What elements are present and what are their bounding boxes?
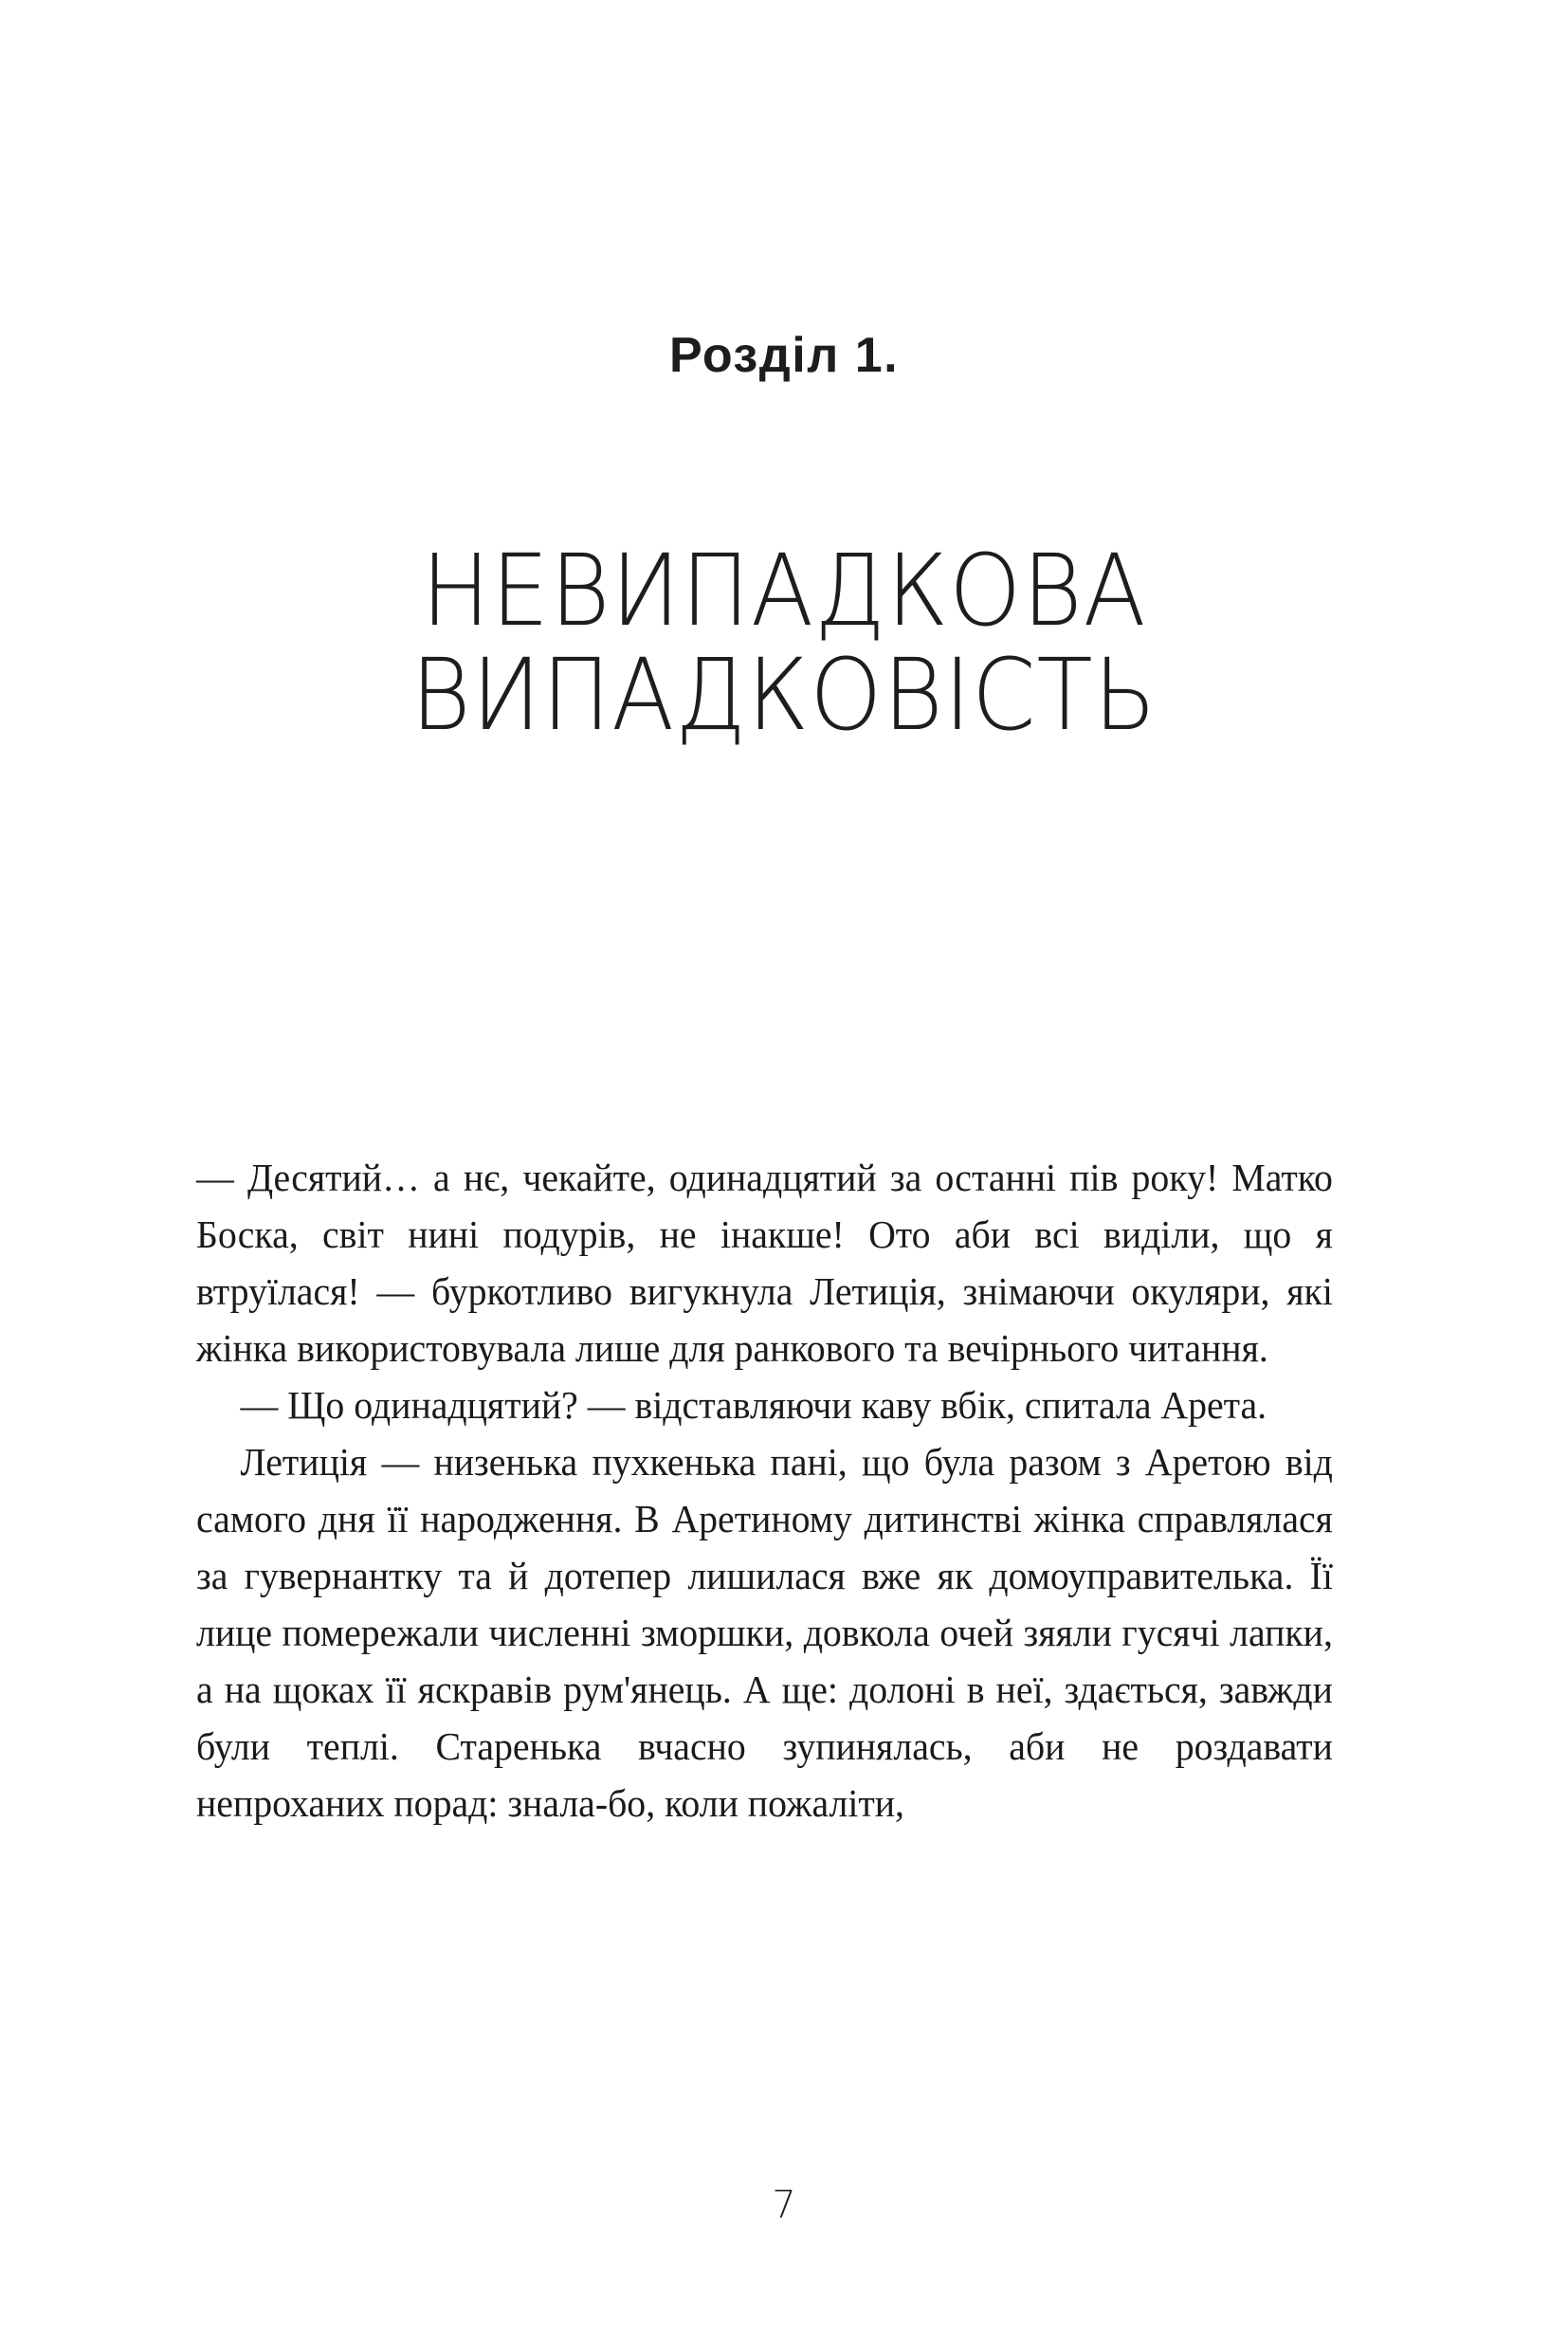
body-text-block bbox=[196, 1149, 1368, 1832]
body-paragraph: Летиція — низенька пухкенька пані, що була разом з Аретою від самого дня її народження. В Аретиному дитинстві жінка справлялася за гувернантку та й дотепер лишилася вже як домоуправителька. Її лице помережали численні зморшки, довкола очей зяяли гусячі лапки, а на щоках її яскравів рум'янець. А ще: долоні в неї, здається, завжди були теплі. Старенька вчасно зупинялась, аби не роздавати непроханих порад: знала-бо, коли пожаліти, bbox=[196, 1440, 1333, 1825]
chapter-number-label: Розділ 1. bbox=[668, 328, 900, 383]
chapter-title-line-1: НЕВИПАДКОВА bbox=[421, 532, 1147, 648]
body-paragraph: — Що одинадцятий? — відставляючи каву вбік, спитала Арета. bbox=[240, 1383, 1267, 1427]
body-paragraph: — Десятий… а нє, чекайте, одинадцятий за останні пів року! Матко Боска, світ нині подурів, не інакше! Ото аби всі виділи, що я втруїлася! — буркотливо вигукнула Летиція, знімаючи окуляри, які жінка використовувала лише для ранкового та вечірнього читання. bbox=[196, 1156, 1333, 1370]
chapter-title-line-2: ВИПАДКОВІСТЬ bbox=[410, 636, 1158, 753]
page-number: 7 bbox=[772, 2183, 796, 2227]
chapter-title bbox=[55, 532, 1513, 753]
